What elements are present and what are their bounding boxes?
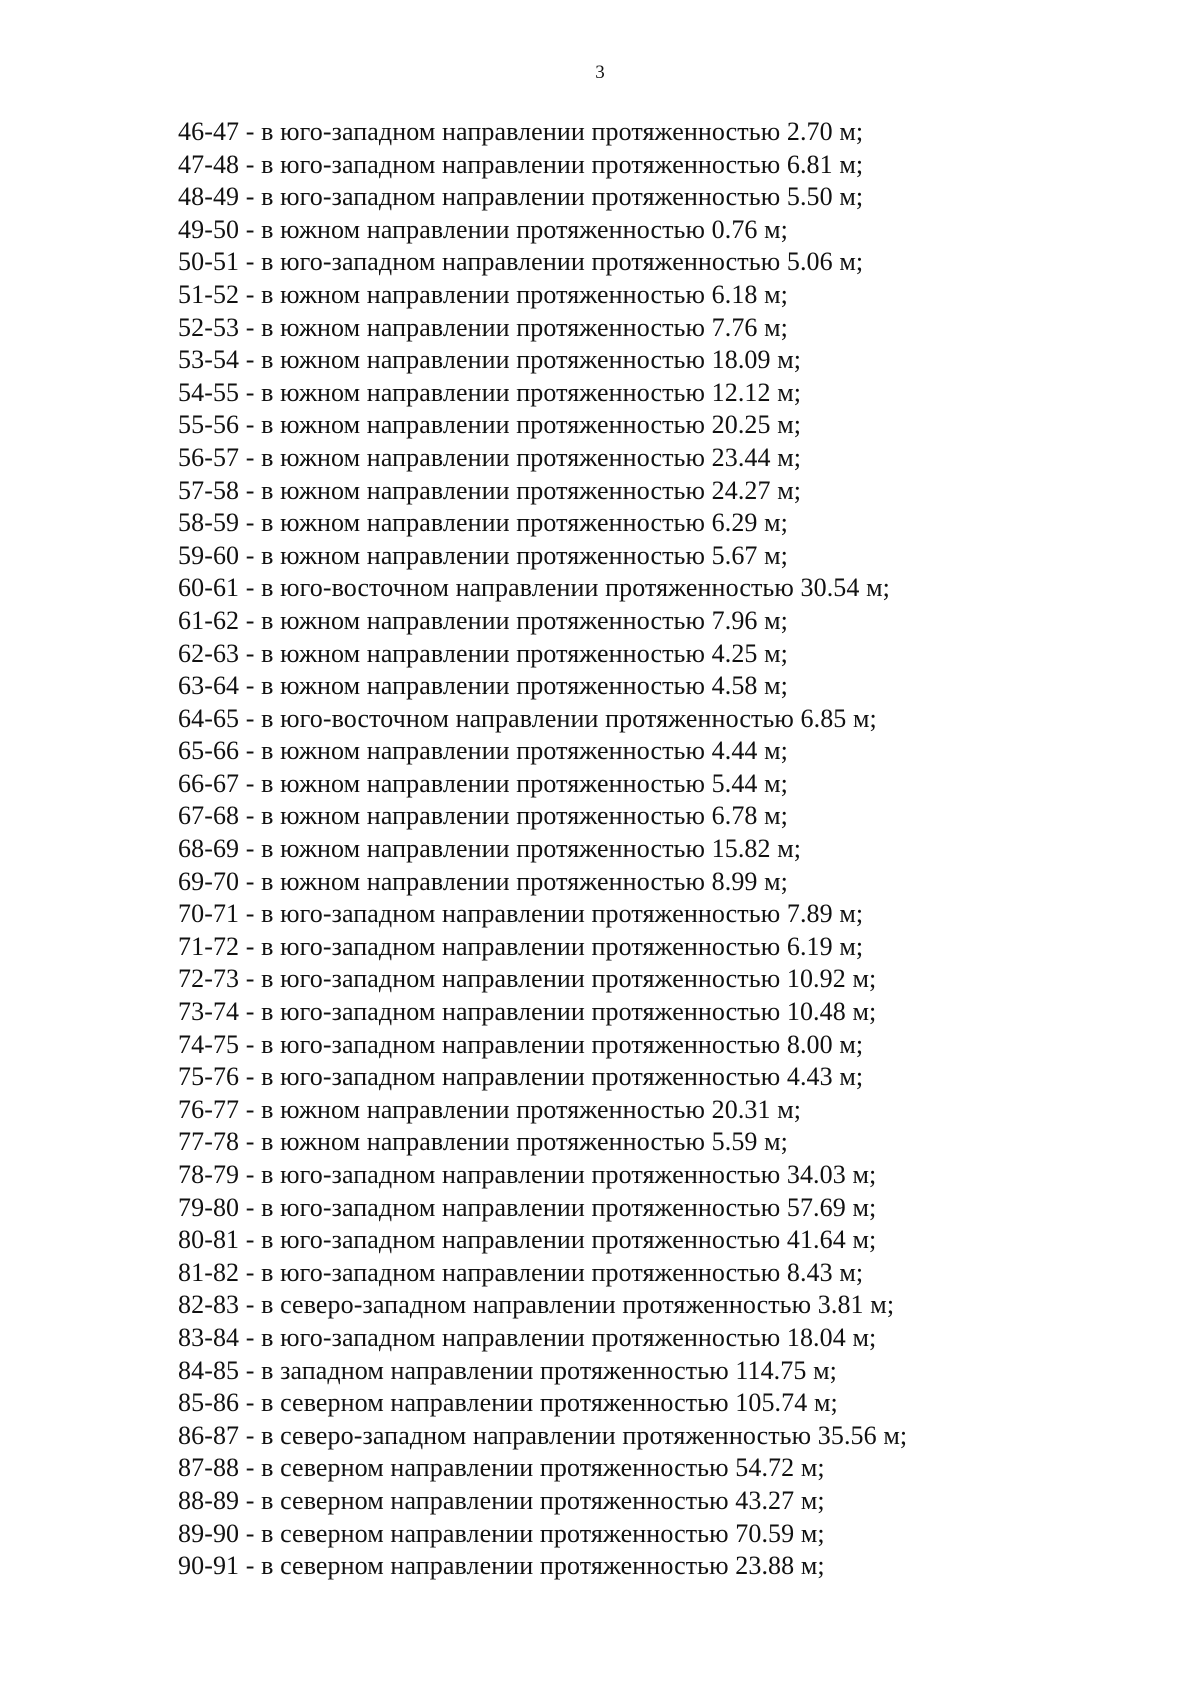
boundary-segment-line: 68-69 - в южном направлении протяженностью 15.82 м; [178,834,802,864]
boundary-segment-line: 50-51 - в юго-западном направлении протяженностью 5.06 м; [178,247,864,277]
boundary-segment-line: 83-84 - в юго-западном направлении протяженностью 18.04 м; [178,1322,877,1352]
boundary-segment-line: 60-61 - в юго-восточном направлении протяженностью 30.54 м; [178,573,890,603]
boundary-segment-line: 72-73 - в юго-западном направлении протяженностью 10.92 м; [178,964,877,994]
boundary-segment-line: 52-53 - в южном направлении протяженностью 7.76 м; [178,312,789,342]
boundary-segment-line: 62-63 - в южном направлении протяженностью 4.25 м; [178,638,789,668]
boundary-segment-line: 70-71 - в юго-западном направлении протяженностью 7.89 м; [178,899,864,929]
boundary-segment-line: 73-74 - в юго-западном направлении протяженностью 10.48 м; [178,997,877,1027]
boundary-segment-line: 84-85 - в западном направлении протяженностью 114.75 м; [178,1355,837,1385]
page-number: 3 [595,62,605,83]
boundary-segment-line: 88-89 - в северном направлении протяженностью 43.27 м; [178,1485,825,1515]
boundary-segment-line: 80-81 - в юго-западном направлении протяженностью 41.64 м; [178,1225,877,1255]
boundary-segment-line: 71-72 - в юго-западном направлении протяженностью 6.19 м; [178,931,864,961]
boundary-segment-line: 46-47 - в юго-западном направлении протяженностью 2.70 м; [178,117,864,146]
boundary-segment-list [178,116,907,1583]
boundary-segment-line: 48-49 - в юго-западном направлении протяженностью 5.50 м; [178,182,864,212]
boundary-segment-line: 54-55 - в южном направлении протяженностью 12.12 м; [178,377,802,407]
boundary-segment-line: 51-52 - в южном направлении протяженностью 6.18 м; [178,279,789,309]
boundary-segment-line: 47-48 - в юго-западном направлении протяженностью 6.81 м; [178,149,864,179]
boundary-segment-line: 53-54 - в южном направлении протяженностью 18.09 м; [178,345,802,375]
boundary-segment-line: 82-83 - в северо-западном направлении протяженностью 3.81 м; [178,1290,895,1320]
boundary-segment-line: 59-60 - в южном направлении протяженностью 5.67 м; [178,540,789,570]
boundary-segment-line: 64-65 - в юго-восточном направлении протяженностью 6.85 м; [178,703,877,733]
boundary-segment-line: 57-58 - в южном направлении протяженностью 24.27 м; [178,475,802,505]
boundary-segment-line: 56-57 - в южном направлении протяженностью 23.44 м; [178,442,802,472]
boundary-segment-line: 61-62 - в южном направлении протяженностью 7.96 м; [178,605,789,635]
boundary-segment-line: 49-50 - в южном направлении протяженностью 0.76 м; [178,214,789,244]
boundary-segment-line: 55-56 - в южном направлении протяженностью 20.25 м; [178,410,802,440]
boundary-segment-line: 75-76 - в юго-западном направлении протяженностью 4.43 м; [178,1062,864,1092]
boundary-segment-line: 76-77 - в южном направлении протяженностью 20.31 м; [178,1094,802,1124]
boundary-segment-line: 77-78 - в южном направлении протяженностью 5.59 м; [178,1127,789,1157]
boundary-segment-line: 67-68 - в южном направлении протяженностью 6.78 м; [178,801,789,831]
boundary-segment-line: 89-90 - в северном направлении протяженностью 70.59 м; [178,1518,825,1548]
boundary-segment-line: 87-88 - в северном направлении протяженностью 54.72 м; [178,1453,825,1483]
boundary-segment-line: 66-67 - в южном направлении протяженностью 5.44 м; [178,768,789,798]
boundary-segment-line: 78-79 - в юго-западном направлении протяженностью 34.03 м; [178,1160,877,1189]
boundary-segment-line: 79-80 - в юго-западном направлении протяженностью 57.69 м; [178,1192,877,1222]
boundary-segment-line: 90-91 - в северном направлении протяженностью 23.88 м; [178,1551,825,1581]
boundary-segment-line: 85-86 - в северном направлении протяженностью 105.74 м; [178,1388,838,1418]
boundary-segment-line: 69-70 - в южном направлении протяженностью 8.99 м; [178,866,789,896]
boundary-segment-line: 81-82 - в юго-западном направлении протяженностью 8.43 м; [178,1257,864,1287]
boundary-segment-line: 58-59 - в южном направлении протяженностью 6.29 м; [178,508,789,538]
boundary-segment-line: 86-87 - в северо-западном направлении протяженностью 35.56 м; [178,1420,908,1450]
boundary-segment-line: 74-75 - в юго-западном направлении протяженностью 8.00 м; [178,1029,864,1059]
boundary-segment-line: 65-66 - в южном направлении протяженностью 4.44 м; [178,736,789,766]
boundary-segment-line: 63-64 - в южном направлении протяженностью 4.58 м; [178,671,789,701]
